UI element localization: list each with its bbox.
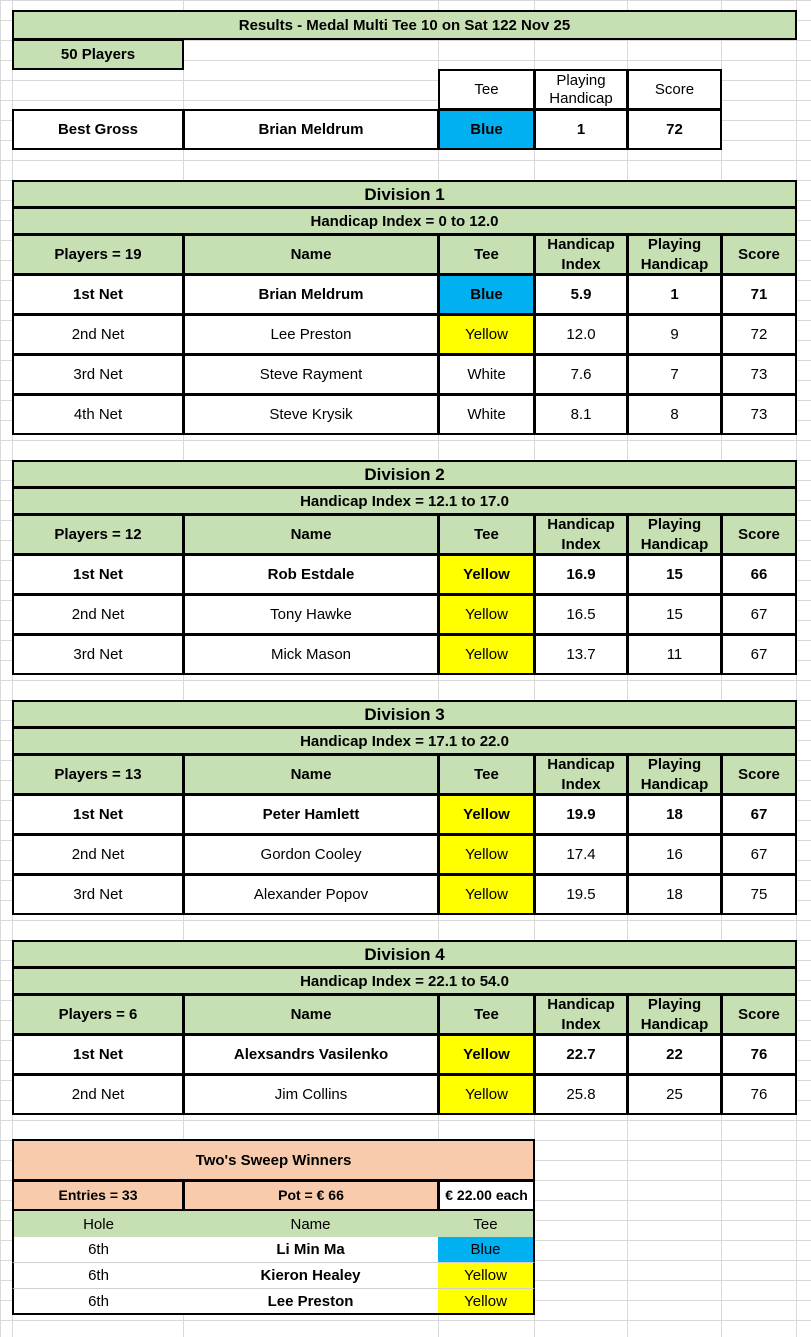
division-4-col-handicap-index: Handicap Index bbox=[534, 994, 628, 1035]
division-4-title: Division 4 bbox=[12, 940, 797, 968]
division-4-row-2-hi: 25.8 bbox=[534, 1074, 628, 1115]
division-1-range: Handicap Index = 0 to 12.0 bbox=[12, 207, 797, 235]
sweep-col-tee: Tee bbox=[438, 1211, 535, 1237]
sweep-row-1-tee: Blue bbox=[438, 1237, 535, 1263]
division-3-row-1-score: 67 bbox=[721, 794, 797, 835]
best-gross-col-tee: Tee bbox=[438, 69, 535, 110]
division-1-row-3-ph: 7 bbox=[627, 354, 722, 395]
sweep-row-1-hole: 6th bbox=[12, 1237, 184, 1263]
division-1-row-3-name: Steve Rayment bbox=[183, 354, 439, 395]
sweep-row-2-tee: Yellow bbox=[438, 1263, 535, 1289]
division-3-col-tee: Tee bbox=[438, 754, 535, 795]
division-1-row-1-place: 1st Net bbox=[12, 274, 184, 315]
division-1-row-2-ph: 9 bbox=[627, 314, 722, 355]
total-players: 50 Players bbox=[12, 39, 184, 70]
division-1-row-1-tee: Blue bbox=[438, 274, 535, 315]
division-3-row-1-tee: Yellow bbox=[438, 794, 535, 835]
division-1-col-handicap-index: Handicap Index bbox=[534, 234, 628, 275]
division-1-row-2-tee: Yellow bbox=[438, 314, 535, 355]
division-3-players: Players = 13 bbox=[12, 754, 184, 795]
division-3-title: Division 3 bbox=[12, 700, 797, 728]
division-1-row-3-place: 3rd Net bbox=[12, 354, 184, 395]
division-3-row-1-ph: 18 bbox=[627, 794, 722, 835]
division-2-row-2-name: Tony Hawke bbox=[183, 594, 439, 635]
division-2-row-1-score: 66 bbox=[721, 554, 797, 595]
division-1-row-3-score: 73 bbox=[721, 354, 797, 395]
sweep-each: € 22.00 each bbox=[438, 1180, 535, 1211]
best-gross-score: 72 bbox=[627, 109, 722, 150]
division-2-row-3-score: 67 bbox=[721, 634, 797, 675]
best-gross-name: Brian Meldrum bbox=[183, 109, 439, 150]
division-4-row-1-tee: Yellow bbox=[438, 1034, 535, 1075]
best-gross-label: Best Gross bbox=[12, 109, 184, 150]
division-2-row-1-ph: 15 bbox=[627, 554, 722, 595]
division-2-row-3-ph: 11 bbox=[627, 634, 722, 675]
division-3-col-handicap-index: Handicap Index bbox=[534, 754, 628, 795]
division-3-col-name: Name bbox=[183, 754, 439, 795]
division-4-players: Players = 6 bbox=[12, 994, 184, 1035]
division-1-row-3-tee: White bbox=[438, 354, 535, 395]
division-1-row-4-name: Steve Krysik bbox=[183, 394, 439, 435]
best-gross-tee: Blue bbox=[438, 109, 535, 150]
results-title: Results - Medal Multi Tee 10 on Sat 122 Nov 25 bbox=[12, 10, 797, 40]
division-2-row-3-place: 3rd Net bbox=[12, 634, 184, 675]
division-2-col-score: Score bbox=[721, 514, 797, 555]
division-2-title: Division 2 bbox=[12, 460, 797, 488]
division-2-col-playing-handicap: Playing Handicap bbox=[627, 514, 722, 555]
division-3-row-3-place: 3rd Net bbox=[12, 874, 184, 915]
division-4-row-2-tee: Yellow bbox=[438, 1074, 535, 1115]
division-3-row-3-score: 75 bbox=[721, 874, 797, 915]
division-4-row-1-hi: 22.7 bbox=[534, 1034, 628, 1075]
division-2-row-3-tee: Yellow bbox=[438, 634, 535, 675]
division-4-row-1-score: 76 bbox=[721, 1034, 797, 1075]
division-1-row-4-place: 4th Net bbox=[12, 394, 184, 435]
division-1-row-4-tee: White bbox=[438, 394, 535, 435]
division-2-row-1-place: 1st Net bbox=[12, 554, 184, 595]
division-4-row-2-score: 76 bbox=[721, 1074, 797, 1115]
division-1-col-score: Score bbox=[721, 234, 797, 275]
division-3-row-2-score: 67 bbox=[721, 834, 797, 875]
division-3-row-1-name: Peter Hamlett bbox=[183, 794, 439, 835]
division-2-col-handicap-index: Handicap Index bbox=[534, 514, 628, 555]
sweep-row-2-name: Kieron Healey bbox=[183, 1263, 439, 1289]
best-gross-col-playing-handicap: Playing Handicap bbox=[534, 69, 628, 110]
sweep-pot: Pot = € 66 bbox=[183, 1180, 439, 1211]
division-1-row-4-score: 73 bbox=[721, 394, 797, 435]
division-3-row-2-name: Gordon Cooley bbox=[183, 834, 439, 875]
division-3-row-3-name: Alexander Popov bbox=[183, 874, 439, 915]
division-3-col-playing-handicap: Playing Handicap bbox=[627, 754, 722, 795]
division-3-col-score: Score bbox=[721, 754, 797, 795]
sweep-row-2-hole: 6th bbox=[12, 1263, 184, 1289]
division-1-row-2-place: 2nd Net bbox=[12, 314, 184, 355]
division-2-row-2-ph: 15 bbox=[627, 594, 722, 635]
sweep-row-3-tee: Yellow bbox=[438, 1289, 535, 1315]
sweep-entries: Entries = 33 bbox=[12, 1180, 184, 1211]
division-1-title: Division 1 bbox=[12, 180, 797, 208]
division-4-range: Handicap Index = 22.1 to 54.0 bbox=[12, 967, 797, 995]
division-3-row-2-ph: 16 bbox=[627, 834, 722, 875]
division-3-row-2-hi: 17.4 bbox=[534, 834, 628, 875]
division-4-col-name: Name bbox=[183, 994, 439, 1035]
division-4-row-1-name: Alexsandrs Vasilenko bbox=[183, 1034, 439, 1075]
division-2-row-1-tee: Yellow bbox=[438, 554, 535, 595]
division-2-row-1-hi: 16.9 bbox=[534, 554, 628, 595]
division-4-row-2-ph: 25 bbox=[627, 1074, 722, 1115]
division-3-row-2-place: 2nd Net bbox=[12, 834, 184, 875]
division-1-col-playing-handicap: Playing Handicap bbox=[627, 234, 722, 275]
division-4-row-1-place: 1st Net bbox=[12, 1034, 184, 1075]
division-4-row-2-name: Jim Collins bbox=[183, 1074, 439, 1115]
division-2-row-3-name: Mick Mason bbox=[183, 634, 439, 675]
division-2-range: Handicap Index = 12.1 to 17.0 bbox=[12, 487, 797, 515]
division-1-players: Players = 19 bbox=[12, 234, 184, 275]
division-1-row-1-hi: 5.9 bbox=[534, 274, 628, 315]
division-1-row-4-ph: 8 bbox=[627, 394, 722, 435]
division-2-row-2-tee: Yellow bbox=[438, 594, 535, 635]
sweep-title: Two's Sweep Winners bbox=[12, 1139, 535, 1181]
division-2-row-2-score: 67 bbox=[721, 594, 797, 635]
sweep-row-3-name: Lee Preston bbox=[183, 1289, 439, 1315]
division-3-row-1-place: 1st Net bbox=[12, 794, 184, 835]
division-2-col-tee: Tee bbox=[438, 514, 535, 555]
sweep-col-hole: Hole bbox=[12, 1211, 184, 1237]
sweep-col-name: Name bbox=[183, 1211, 439, 1237]
division-3-row-3-hi: 19.5 bbox=[534, 874, 628, 915]
division-1-col-tee: Tee bbox=[438, 234, 535, 275]
division-2-row-3-hi: 13.7 bbox=[534, 634, 628, 675]
division-4-col-playing-handicap: Playing Handicap bbox=[627, 994, 722, 1035]
division-2-row-2-place: 2nd Net bbox=[12, 594, 184, 635]
division-3-row-2-tee: Yellow bbox=[438, 834, 535, 875]
division-2-row-1-name: Rob Estdale bbox=[183, 554, 439, 595]
division-3-row-3-tee: Yellow bbox=[438, 874, 535, 915]
division-1-row-2-name: Lee Preston bbox=[183, 314, 439, 355]
division-4-row-2-place: 2nd Net bbox=[12, 1074, 184, 1115]
division-3-range: Handicap Index = 17.1 to 22.0 bbox=[12, 727, 797, 755]
best-gross-col-score: Score bbox=[627, 69, 722, 110]
division-3-row-3-ph: 18 bbox=[627, 874, 722, 915]
division-1-row-2-score: 72 bbox=[721, 314, 797, 355]
division-2-players: Players = 12 bbox=[12, 514, 184, 555]
division-1-col-name: Name bbox=[183, 234, 439, 275]
division-4-col-tee: Tee bbox=[438, 994, 535, 1035]
best-gross-playing-handicap: 1 bbox=[534, 109, 628, 150]
division-1-row-3-hi: 7.6 bbox=[534, 354, 628, 395]
division-2-row-2-hi: 16.5 bbox=[534, 594, 628, 635]
sweep-row-1-name: Li Min Ma bbox=[183, 1237, 439, 1263]
division-1-row-1-name: Brian Meldrum bbox=[183, 274, 439, 315]
division-3-row-1-hi: 19.9 bbox=[534, 794, 628, 835]
division-1-row-4-hi: 8.1 bbox=[534, 394, 628, 435]
division-4-col-score: Score bbox=[721, 994, 797, 1035]
division-4-row-1-ph: 22 bbox=[627, 1034, 722, 1075]
division-1-row-2-hi: 12.0 bbox=[534, 314, 628, 355]
division-1-row-1-score: 71 bbox=[721, 274, 797, 315]
division-2-col-name: Name bbox=[183, 514, 439, 555]
division-1-row-1-ph: 1 bbox=[627, 274, 722, 315]
sweep-row-3-hole: 6th bbox=[12, 1289, 184, 1315]
